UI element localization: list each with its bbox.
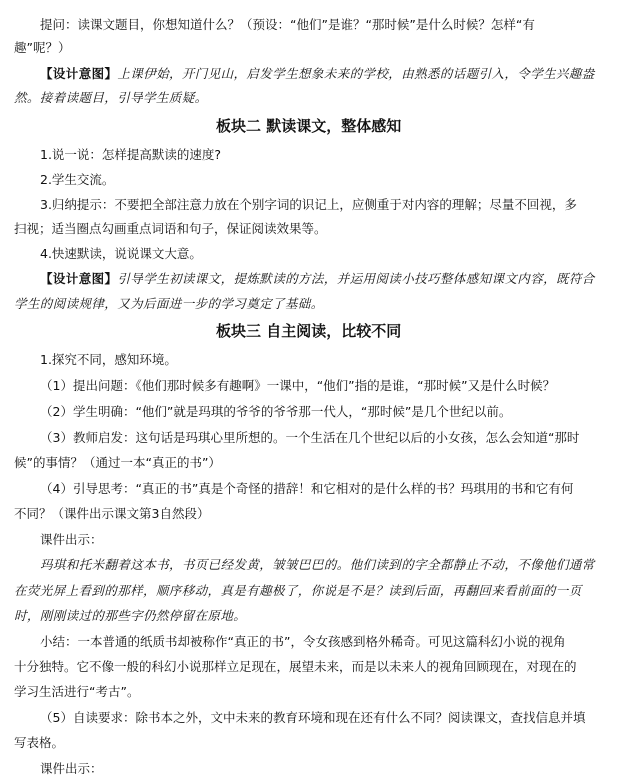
design-intent-text: 上课伊始，开门见山，启发学生想象未来的学校，由熟悉的话题引入，令学生兴趣盎 (117, 66, 595, 81)
block3-subitem-2: （2）学生明确：“他们”就是玛琪的爷爷的爷爷那一代人，“那时候”是几个世纪以前。 (40, 404, 512, 419)
block2-item-4: 4.快速默读，说说课文大意。 (40, 246, 202, 261)
block3-subitem-3-line-2: 候”的事情？（通过一本“真正的书”） (14, 455, 221, 470)
quote-line-3: 时，刚刚读过的那些字仍然停留在原地。 (14, 608, 247, 623)
design-intent-1-line-2: 然。接着读题目，引导学生质疑。 (14, 90, 208, 105)
summary-line-3: 学习生活进行“考古”。 (14, 684, 140, 699)
section-heading-block-2: 板块二 默读课文，整体感知 (216, 117, 402, 135)
block2-item-1: 1.说一说：怎样提高默读的速度? (40, 147, 222, 162)
block3-subitem-3-line-1: （3）教师启发：这句话是玛琪心里所想的。一个生活在几个世纪以后的小女孩，怎么会知道“那时 (40, 430, 580, 445)
quote-line-1: 玛琪和托米翻着这本书，书页已经发黄，皱皱巴巴的。他们读到的字全都静止不动，不像他们通常 (40, 557, 595, 572)
summary-line-2: 十分独特。它不像一般的科幻小说那样立足现在，展望未来，而是以未来人的视角回顾现在，对现在的 (14, 659, 577, 674)
block3-subitem-4-line-1: （4）引导思考：“真正的书”真是个奇怪的措辞！和它相对的是什么样的书？玛琪用的书和它有何 (40, 481, 574, 496)
design-intent-1-line-1 (40, 66, 595, 82)
question-line-2: 趣”呢？） (14, 40, 71, 55)
design-intent-label: 【设计意图】 (40, 271, 118, 286)
block2-item-3-line-1: 3.归纳提示：不要把全部注意力放在个别字词的识记上，应侧重于对内容的理解；尽量不回视，多 (40, 197, 577, 212)
summary-line-1: 小结：一本普通的纸质书却被称作“真正的书”，令女孩感到格外稀奇。可见这篇科幻小说的视角 (40, 634, 566, 649)
design-intent-label: 【设计意图】 (40, 66, 118, 81)
courseware-label-1: 课件出示： (40, 532, 103, 547)
block3-subitem-5-line-2: 写表格。 (14, 735, 65, 750)
design-intent-text: 引导学生初读课文，提炼默读的方法，并运用阅读小技巧整体感知课文内容，既符合 (117, 271, 595, 286)
block3-subitem-4-line-2: 不同？（课件出示课文第3自然段） (14, 506, 210, 521)
courseware-label-2: 课件出示： (40, 761, 103, 776)
section-heading-block-3: 板块三 自主阅读，比较不同 (216, 322, 402, 340)
quote-line-2: 在荧光屏上看到的那样，顺序移动，真是有趣极了，你说是不是？读到后面，再翻回来看前面的一页 (14, 583, 582, 598)
block3-subitem-5-line-1: （5）自读要求：除书本之外，文中未来的教育环境和现在还有什么不同？阅读课文，查找信息并填 (40, 710, 586, 725)
block3-item-1: 1.探究不同，感知环境。 (40, 352, 177, 367)
question-line-1: 提问：读课文题目，你想知道什么？（预设：“他们”是谁？“那时候”是什么时候？怎样“有 (40, 17, 535, 32)
block2-item-3-line-2: 扫视；适当圈点勾画重点词语和句子，保证阅读效果等。 (14, 221, 327, 236)
design-intent-2-line-1 (40, 271, 595, 287)
block3-subitem-1: （1）提出问题：《他们那时候多有趣啊》一课中，“他们”指的是谁，“那时候”又是什么时候？ (40, 378, 556, 393)
design-intent-2-line-2: 学生的阅读规律，又为后面进一步的学习奠定了基础。 (14, 296, 324, 311)
block2-item-2: 2.学生交流。 (40, 172, 115, 187)
